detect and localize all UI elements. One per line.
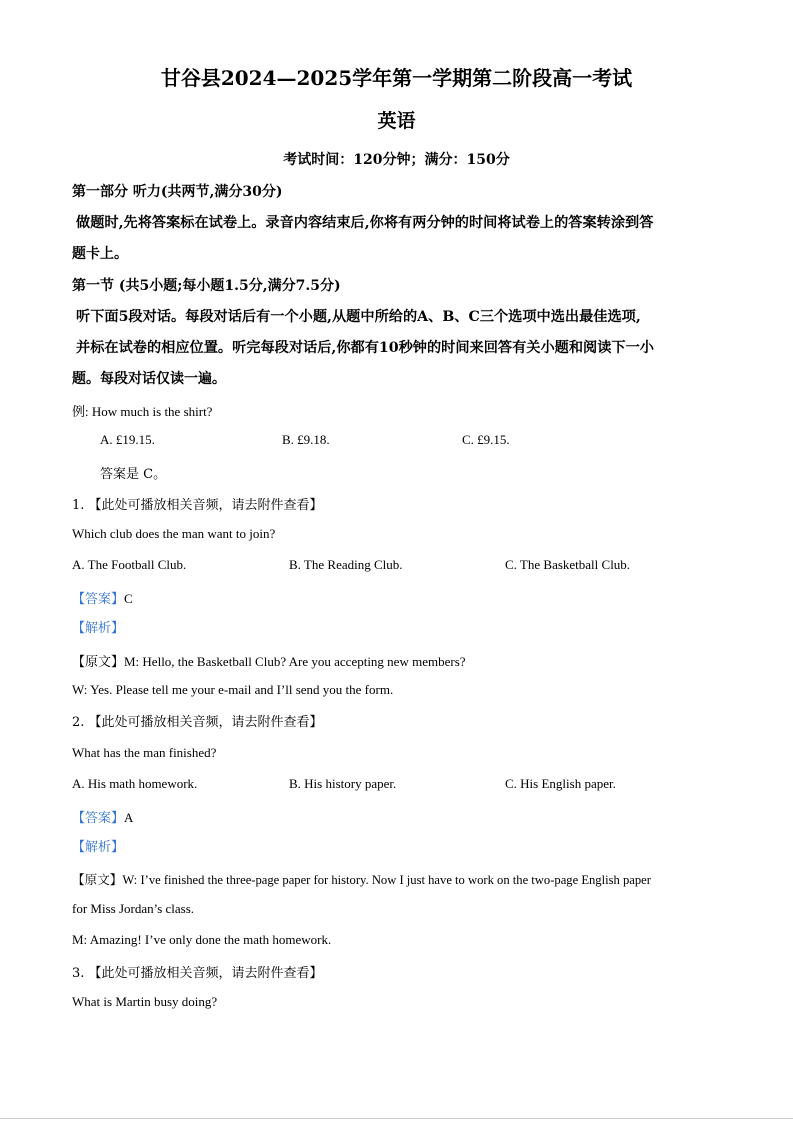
q3-audio-header: 3. 【此处可播放相关音频，请去附件查看】	[72, 966, 323, 981]
section1-instruction-line1: 听下面5段对话。每段对话后有一个小题,从题中所给的A、B、C三个选项中选出最佳选项,	[76, 309, 641, 325]
example-answer: 答案是 C。	[100, 467, 167, 482]
q1-question: Which club does the man want to join?	[72, 526, 276, 541]
q1-transcript-line1: 【原文】M: Hello, the Basketball Club? Are you accepting new members?	[72, 654, 466, 669]
subject-title: 英语	[377, 110, 416, 132]
q2-answer-tag: 【答案】	[72, 811, 125, 826]
page-bottom-rule	[0, 1118, 793, 1119]
q1-option-b: B. The Reading Club.	[289, 557, 403, 572]
part1-heading: 第一部分 听力(共两节,满分30分)	[72, 184, 283, 200]
q2-transcript-line3: M: Amazing! I’ve only done the math homework.	[72, 932, 332, 947]
q2-audio-header: 2. 【此处可播放相关音频，请去附件查看】	[72, 715, 323, 730]
q1-option-c: C. The Basketball Club.	[505, 557, 631, 572]
exam-title: 甘谷县2024—2025学年第一学期第二阶段高一考试	[160, 66, 633, 90]
q2-transcript-line2: for Miss Jordan’s class.	[72, 901, 195, 916]
q1-audio-header: 1. 【此处可播放相关音频，请去附件查看】	[72, 498, 323, 513]
q2-answer-value: A	[124, 810, 134, 825]
q2-option-a: A. His math homework.	[72, 776, 198, 791]
example-option-c: C. £9.15.	[462, 432, 510, 447]
q1-option-a: A. The Football Club.	[72, 557, 187, 572]
q2-question: What has the man finished?	[72, 745, 217, 760]
q1-answer-line	[72, 588, 133, 607]
section1-instruction-line2: 并标在试卷的相应位置。听完每段对话后,你都有10秒钟的时间来回答有关小题和阅读下一小	[76, 340, 654, 356]
section1-instruction-line3: 题。每段对话仅读一遍。	[72, 371, 226, 387]
q2-option-b: B. His history paper.	[289, 776, 397, 791]
q2-analysis-tag: 【解析】	[72, 840, 125, 855]
section1-heading: 第一节 (共5小题;每小题1.5分,满分7.5分)	[72, 278, 341, 294]
q1-transcript-line2: W: Yes. Please tell me your e-mail and I’ll send you the form.	[72, 682, 394, 697]
q3-question: What is Martin busy doing?	[72, 994, 218, 1009]
part1-instruction-line1: 做题时,先将答案标在试卷上。录音内容结束后,你将有两分钟的时间将试卷上的答案转涂到答	[76, 215, 654, 231]
example-question: 例: How much is the shirt?	[72, 404, 213, 419]
exam-info: 考试时间：120分钟；满分：150分	[283, 152, 510, 168]
q1-analysis-tag: 【解析】	[72, 621, 125, 636]
q2-answer-line	[72, 807, 133, 826]
q2-option-c: C. His English paper.	[505, 776, 616, 791]
q2-transcript-line1: 【原文】W: I’ve finished the three-page paper for history. Now I just have to work on the two-page English paper	[72, 873, 651, 887]
example-option-a: A. £19.15.	[100, 432, 155, 447]
q1-answer-value: C	[124, 591, 133, 606]
q1-answer-tag: 【答案】	[72, 592, 125, 607]
example-option-b: B. £9.18.	[282, 432, 330, 447]
part1-instruction-line2: 题卡上。	[72, 246, 128, 262]
